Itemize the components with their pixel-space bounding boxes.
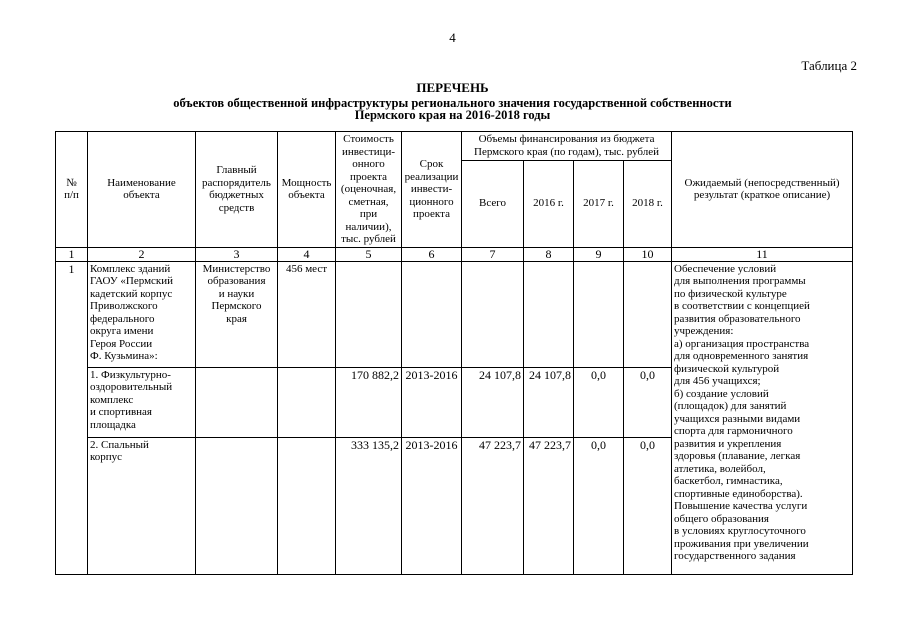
sub-object-term: 2013-2016	[402, 437, 462, 574]
index-cell: 11	[672, 247, 853, 261]
index-cell: 7	[462, 247, 524, 261]
index-cell: 3	[196, 247, 278, 261]
header-cost: Стоимость инвестици- онного проекта (оценочная, сметная, при наличии), тыс. рублей	[336, 132, 402, 248]
header-2017: 2017 г.	[574, 160, 624, 247]
sub-object-term: 2013-2016	[402, 367, 462, 437]
sub-object-total: 47 223,7	[462, 437, 524, 574]
header-2016: 2016 г.	[524, 160, 574, 247]
index-cell: 8	[524, 247, 574, 261]
header-name: Наименование объекта	[88, 132, 196, 248]
sub-object-name: 1. Физкультурно- оздоровительный комплекс и спортивная площадка	[88, 367, 196, 437]
sub-object-name: 2. Спальный корпус	[88, 437, 196, 574]
sub-object-total: 24 107,8	[462, 367, 524, 437]
subtitle-line-2: Пермского края на 2016-2018 годы	[354, 108, 551, 122]
sub-object-cost: 333 135,2	[336, 437, 402, 574]
header-2018: 2018 г.	[624, 160, 672, 247]
object-capacity: 456 мест	[278, 261, 336, 367]
sub-object-manager	[196, 367, 278, 437]
header-total: Всего	[462, 160, 524, 247]
sub-object-manager	[196, 437, 278, 574]
document-title: ПЕРЕЧЕНЬ	[416, 80, 489, 95]
objects-table	[55, 131, 853, 575]
index-cell: 2	[88, 247, 196, 261]
index-cell: 6	[402, 247, 462, 261]
header-capacity: Мощность объекта	[278, 132, 336, 248]
object-result: Обеспечение условий для выполнения программы по физической культуре в соответствии с концепцией развития образовательного учреждения: а) организация пространства для одновременного занятия физической культурой для 456 учащихся; б) создание условий (площадок) для занятий учащихся разными видами спорта для гармоничного развития и укрепления здоровья (плавание, легкая атлетика, волейбол, баскетбол, гимнастика, спортивные единоборства). Повышение качества услуги общего образования в условиях круглосуточного проживания при увеличении государственного задания	[672, 261, 853, 574]
header-num: № п/п	[56, 132, 88, 248]
sub-object-2018: 0,0	[624, 367, 672, 437]
object-cost	[336, 261, 402, 367]
object-total	[462, 261, 524, 367]
index-cell: 1	[56, 247, 88, 261]
sub-object-2018: 0,0	[624, 437, 672, 574]
index-cell: 9	[574, 247, 624, 261]
row-num: 1	[56, 261, 88, 574]
header-row-1	[56, 132, 853, 161]
sub-object-cost: 170 882,2	[336, 367, 402, 437]
table-row	[56, 261, 853, 367]
table-label: Таблица 2	[801, 58, 857, 73]
column-index-row	[56, 247, 853, 261]
object-term	[402, 261, 462, 367]
header-manager: Главный распорядитель бюджетных средств	[196, 132, 278, 248]
object-manager: Министерство образования и науки Пермского края	[196, 261, 278, 367]
object-name: Комплекс зданий ГАОУ «Пермский кадетский корпус Приволжского федерального округа имени Героя России Ф. Кузьмина»:	[88, 261, 196, 367]
index-cell: 4	[278, 247, 336, 261]
index-cell: 10	[624, 247, 672, 261]
document-subtitle	[0, 97, 905, 121]
index-cell: 5	[336, 247, 402, 261]
object-2018	[624, 261, 672, 367]
subtitle-line-1: объектов общественной инфраструктуры регионального значения государственной собственности	[173, 96, 732, 110]
object-2016	[524, 261, 574, 367]
object-2017	[574, 261, 624, 367]
sub-object-2017: 0,0	[574, 367, 624, 437]
sub-object-capacity	[278, 437, 336, 574]
page-number: 4	[449, 30, 456, 45]
header-term: Срок реализации инвести- ционного проекта	[402, 132, 462, 248]
sub-object-capacity	[278, 367, 336, 437]
sub-object-2016: 47 223,7	[524, 437, 574, 574]
header-funding: Объемы финансирования из бюджета Пермского края (по годам), тыс. рублей	[462, 132, 672, 161]
sub-object-2016: 24 107,8	[524, 367, 574, 437]
header-result: Ожидаемый (непосредственный) результат (краткое описание)	[672, 132, 853, 248]
sub-object-2017: 0,0	[574, 437, 624, 574]
